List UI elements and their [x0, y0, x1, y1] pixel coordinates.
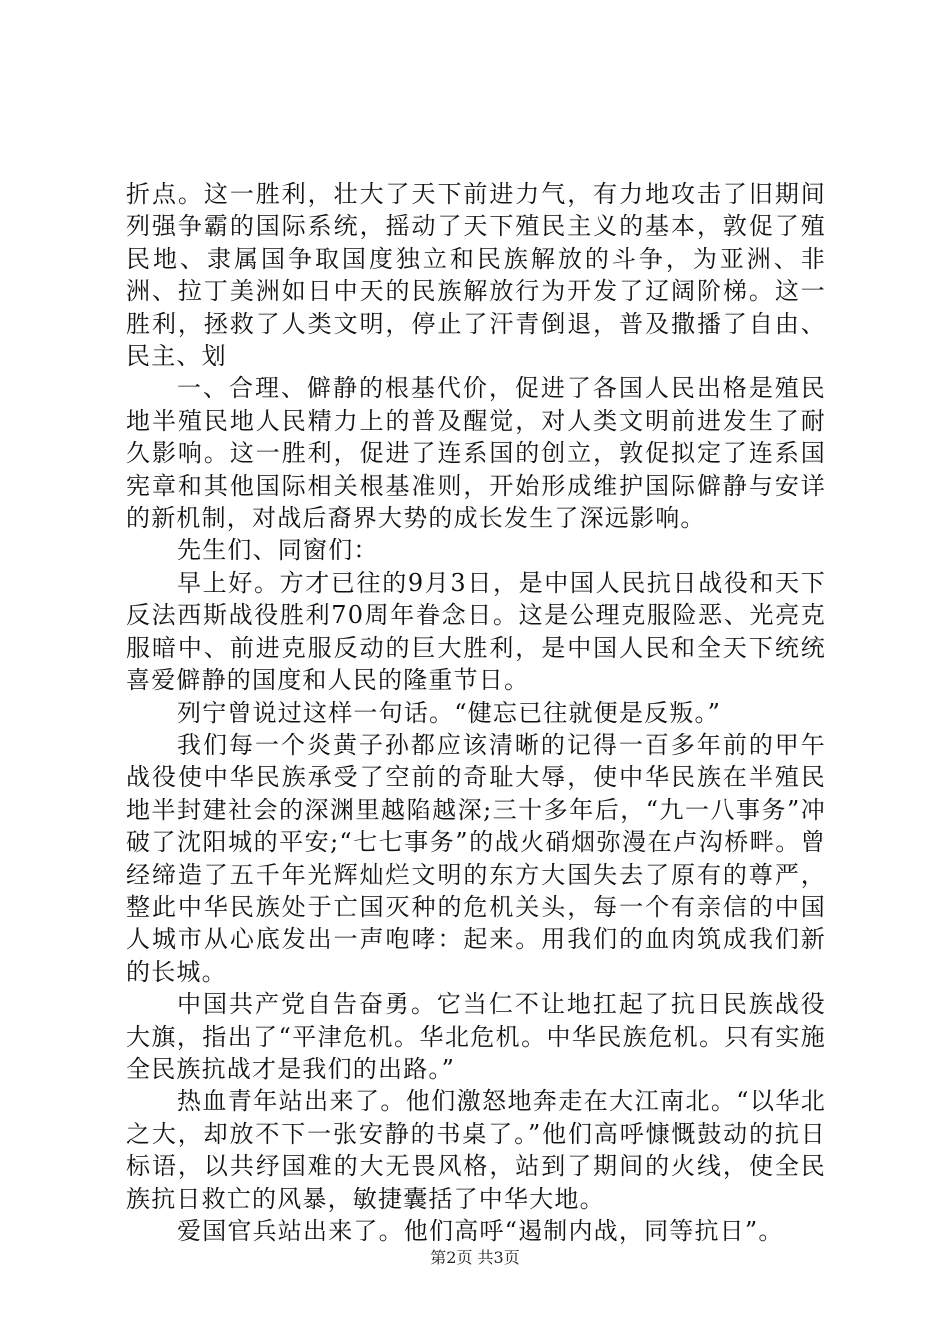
- paragraph-2: 一、合理、僻静的根基代价，促进了各国人民出格是殖民地半殖民地人民精力上的普及醒觉，对人类文明前进发生了耐久影响。这一胜利，促进了连系国的创立，敦促拟定了连系国宪章和其他国际相关根基准则，开始形成维护国际僻静与安详的新机制，对战后裔界大势的成长发生了深远影响。: [126, 374, 826, 533]
- paragraph-5: 列宁曾说过这样一句话。“健忘已往就便是反叛。”: [177, 698, 722, 727]
- paragraph-9: 爱国官兵站出来了。他们高呼“遏制内战，同等抗日”。: [177, 1217, 784, 1245]
- paragraph-3: 先生们、同窗们：: [177, 536, 379, 565]
- paragraph-7: 中国共产党自告奋勇。它当仁不让地扛起了抗日民族战役大旗，指出了“平津危机。华北危机。中华民族危机。只有实施全民族抗战才是我们的出路。”: [126, 990, 826, 1083]
- paragraph-4: 早上好。方才已往的9月3日，是中国人民抗日战役和天下反法西斯战役胜利70周年眷念日。这是公理克服险恶、光亮克服暗中、前进克服反动的巨大胜利，是中国人民和全天下统统喜爱僻静的国度和人民的隆重节日。: [126, 568, 826, 695]
- paragraph-6: 我们每一个炎黄子孙都应该清晰的记得一百多年前的甲午战役使中华民族承受了空前的奇耻大辱，使中华民族在半殖民地半封建社会的深渊里越陷越深;三十多年后，“九一八事务”冲破了沈阳城的平安;“七七事务”的战火硝烟弥漫在卢沟桥畔。曾经缔造了五千年光辉灿烂文明的东方大国失去了原有的尊严，整此中华民族处于亡国灭种的危机关头，每一个有亲信的中国人城市从心底发出一声咆哮：起来。用我们的血肉筑成我们新的长城。: [126, 730, 826, 986]
- page-footer: 第2页 共3页: [430, 1248, 520, 1267]
- body-text: [126, 178, 826, 1247]
- paragraph-1: 折点。这一胜利，壮大了天下前进力气，有力地攻击了旧期间列强争霸的国际系统，摇动了天下殖民主义的基本，敦促了殖民地、隶属国争取国度独立和民族解放的斗争，为亚洲、非洲、拉丁美洲如日中天的民族解放行为开发了辽阔阶梯。这一胜利，拯救了人类文明，停止了汗青倒退，普及撒播了自由、民主、划: [126, 180, 826, 371]
- paragraph-8: 热血青年站出来了。他们激怒地奔走在大江南北。“以华北之大，却放不下一张安静的书桌了。”他们高呼慷慨鼓动的抗日标语，以共纾国难的大无畏风格，站到了期间的火线，使全民族抗日救亡的风暴，敏捷囊括了中华大地。: [126, 1087, 826, 1213]
